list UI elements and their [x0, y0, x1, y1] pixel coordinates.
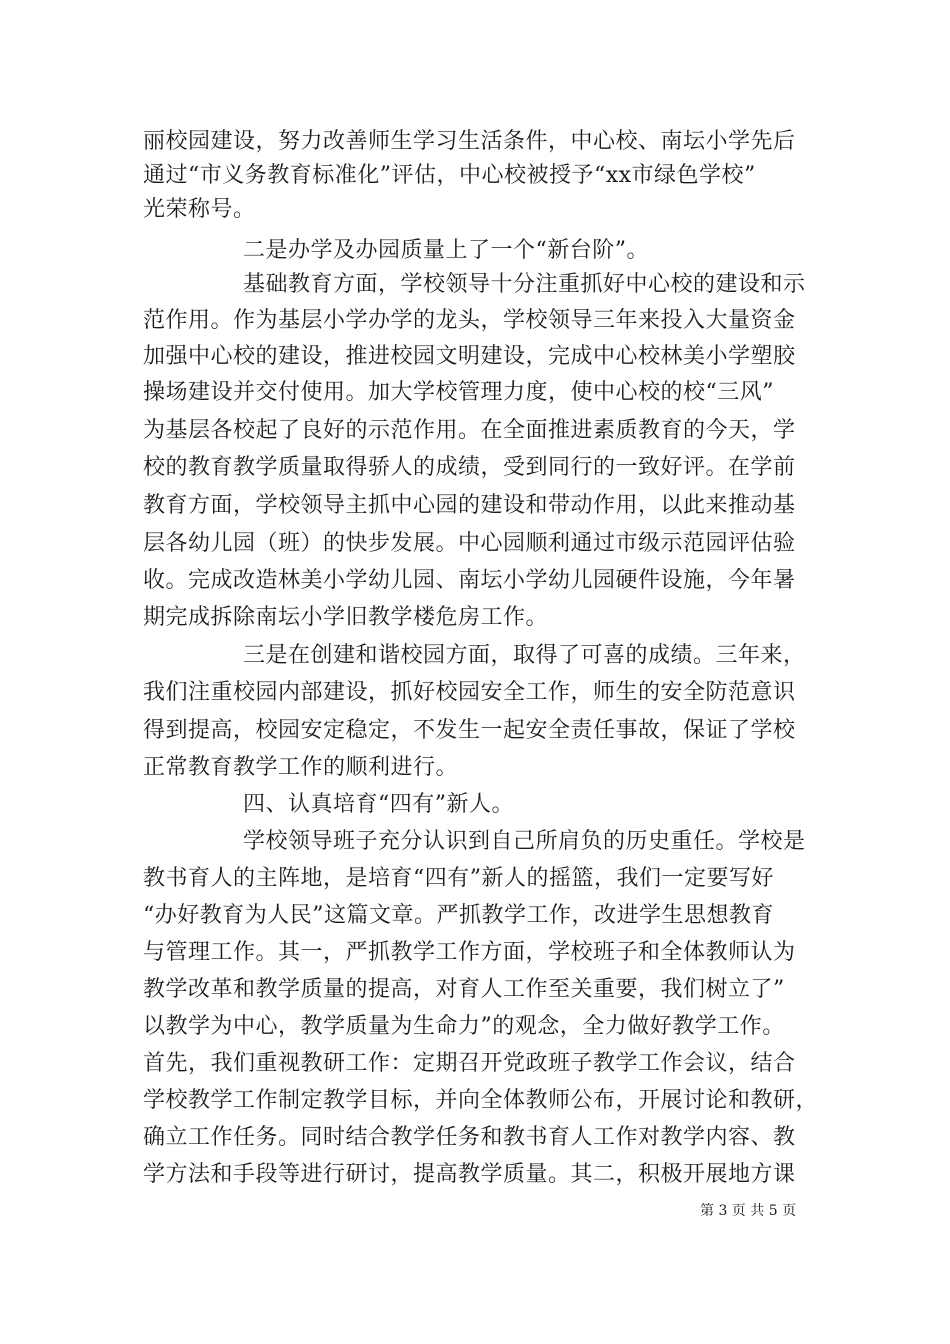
text-line: 与管理工作。其一，严抓教学工作方面，学校班子和全体教师认为	[143, 940, 796, 965]
text-line: 教育方面，学校领导主抓中心园的建设和带动作用，以此来推动基	[143, 493, 796, 518]
section-heading-3: 三是在创建和谐校园方面，取得了可喜的成绩。三年来，	[243, 643, 806, 668]
text-line: 得到提高，校园安定稳定，不发生一起安全责任事故，保证了学校	[143, 718, 796, 743]
text-line: 基础教育方面，学校领导十分注重抓好中心校的建设和示	[243, 272, 806, 297]
text-line: 确立工作任务。同时结合教学任务和教书育人工作对教学内容、教	[143, 1125, 796, 1150]
text-line: 范作用。作为基层小学办学的龙头，学校领导三年来投入大量资金	[143, 308, 796, 333]
text-line: 期完成拆除南坛小学旧教学楼危房工作。	[143, 605, 549, 630]
text-line: 光荣称号。	[143, 197, 256, 222]
text-line: 层各幼儿园（班）的快步发展。中心园顺利通过市级示范园评估验	[143, 531, 796, 556]
text-line: 学方法和手段等进行研讨，提高教学质量。其二，积极开展地方课	[143, 1162, 796, 1187]
text-line: 校的教育教学质量取得骄人的成绩，受到同行的一致好评。在学前	[143, 455, 796, 480]
section-heading-2: 二是办学及办园质量上了一个“新台阶”。	[243, 238, 649, 263]
text-line: 教学改革和教学质量的提高，对育人工作至关重要，我们树立了”	[143, 977, 785, 1002]
page-number-footer: 第 3 页 共 5 页	[700, 1203, 797, 1219]
section-heading-4: 四、认真培育“四有”新人。	[243, 792, 514, 817]
text-line: 教书育人的主阵地，是培育“四有”新人的摇篮，我们一定要写好	[143, 866, 774, 891]
text-line: 为基层各校起了良好的示范作用。在全面推进素质教育的今天，学	[143, 418, 796, 443]
text-line: 加强中心校的建设，推进校园文明建设，完成中心校林美小学塑胶	[143, 344, 796, 369]
text-line: 通过“市义务教育标准化”评估，中心校被授予“xx市绿色学校”	[143, 163, 756, 188]
text-line: “办好教育为人民”这篇文章。严抓教学工作，改进学生思想教育	[143, 903, 774, 928]
text-line: 以教学为中心，教学质量为生命力”的观念，全力做好教学工作。	[143, 1014, 785, 1039]
text-line: 学校教学工作制定教学目标，并向全体教师公布，开展讨论和教研，	[143, 1088, 819, 1113]
text-line: 正常教育教学工作的顺利进行。	[143, 755, 459, 780]
text-line: 收。完成改造林美小学幼儿园、南坛小学幼儿园硬件设施，今年暑	[143, 568, 796, 593]
text-line: 学校领导班子充分认识到自己所肩负的历史重任。学校是	[243, 829, 806, 854]
text-line: 丽校园建设，努力改善师生学习生活条件，中心校、南坛小学先后	[143, 129, 796, 154]
text-line: 首先，我们重视教研工作：定期召开党政班子教学工作会议，结合	[143, 1051, 796, 1076]
text-line: 操场建设并交付使用。加大学校管理力度，使中心校的校“三风”	[143, 380, 774, 405]
text-line: 我们注重校园内部建设，抓好校园安全工作，师生的安全防范意识	[143, 680, 796, 705]
